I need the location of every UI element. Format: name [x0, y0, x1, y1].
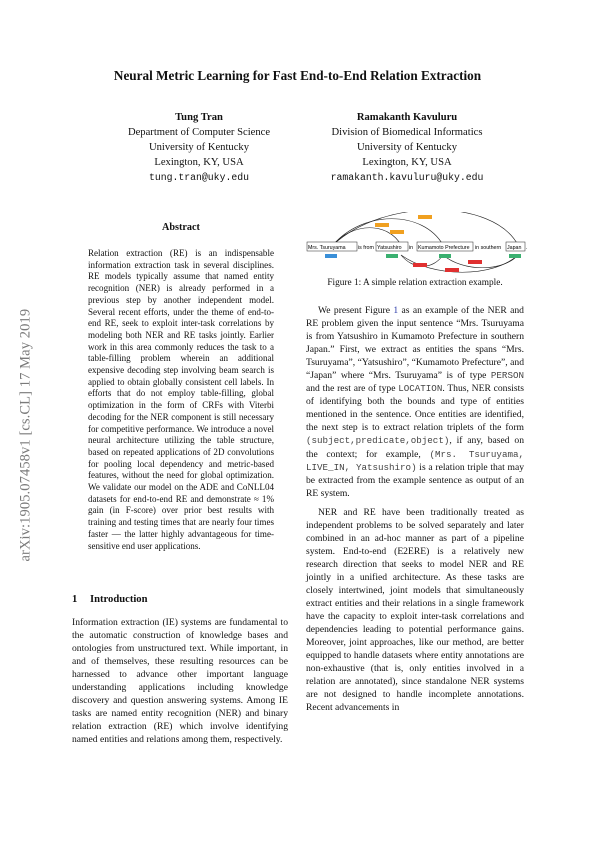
entity-type: PERSON: [490, 370, 524, 382]
arxiv-stamp: arXiv:1905.07458v1 [cs.CL] 17 May 2019: [17, 308, 34, 562]
paragraph: NER and RE have been traditionally treated as independent problems to be solved separately and later combined in an ad-hoc manner as part of a pipeline system. End-to-end (E2ERE) is a relatively new research direction that seeks to model NER and RE jointly in a unified architecture. As these tasks are closely intertwined, joint models that simultaneously extract entities and their relations in a single framework have the capacity to exploit inter-task correlations and dependencies leading to potential performance gains. Moreover, joint approaches, like our method, are better equipped to handle datasets where entity annotations are non-exhaustive (that is, only entities involved in a relation are annotated), since standalone NER systems are not designed to handle incomplete annotations. Recent advancements in: [306, 506, 524, 714]
figure-token: in: [409, 245, 414, 251]
author-name: Ramakanth Kavuluru: [356, 112, 458, 123]
author-block-2: [297, 110, 517, 185]
relation-extraction-figure: [303, 212, 529, 274]
right-column: [306, 304, 524, 714]
figure-token: is from: [358, 245, 374, 251]
abstract-body: [88, 248, 274, 552]
author-name: Tung Tran: [175, 112, 223, 123]
author-email[interactable]: tung.tran@uky.edu: [149, 172, 249, 183]
entity-type: LOCATION: [398, 383, 443, 395]
author-affiliation: Department of Computer Science: [127, 127, 271, 138]
relation-label: [390, 230, 404, 234]
text-run: is a relation triple that may be extracted from the example sentence as output of an RE system.: [306, 461, 524, 499]
abstract-text: Relation extraction (RE) is an indispensable information extraction task in several disciplines. RE models typically assume that named entity recognition (NER) is already performed in a previous step by another independent model. Several recent efforts, under the theme of end-to-end RE, seek to exploit inter-task correlations by modeling both NER and RE tasks jointly. Earlier work in this area commonly reduces the task to a table-filling problem wherein an additional expensive decoding step involving beam search is applied to obtain globally consistent cell labels. In efforts that do not employ table-filling, global optimization in the form of CRFs with Viterbi decoding for the NER component is still necessary for competitive performance. We introduce a novel neural architecture utilizing the table structure, based on repeated applications of 2D convolutions for pooling local dependency and metric-based features, without the need for global optimization. We validate our model on the ADE and CoNLL04 datasets for end-to-end RE and demonstrate ≈ 1% gain (in F-score) over prior best results with training and testing times that are nearly four times faster — the latter highly advantageous for time-sensitive end user applications.: [88, 248, 274, 551]
text-run: We present Figure: [318, 305, 394, 316]
author-location: Lexington, KY, USA: [154, 157, 244, 168]
relation-arc: [333, 219, 443, 245]
triplet-form: (subject,predicate,object): [306, 435, 450, 447]
author-university: University of Kentucky: [148, 142, 250, 153]
text-run: . Thus, NER consists of identifying both the bounds and type of entities mentioned in the sentence. Once entities are identified, the next step is to extract relation triplets of the form: [306, 383, 524, 434]
figure-ref-link[interactable]: 1: [393, 305, 399, 316]
author-location: Lexington, KY, USA: [362, 157, 452, 168]
paragraph: Information extraction (IE) systems are fundamental to the automatic construction of knowledge bases and ontologies from unstructured text. While important, in and of themselves, these resulting resources can be harnessed to advance other important language understanding applications including knowledge discovery and question answering systems. Among IE tasks are named entity recognition (NER) and binary relation extraction (RE) which involve identifying named entities and relations among them, respectively.: [72, 617, 288, 746]
section-title: Introduction: [90, 594, 148, 605]
text-run: as an example of the NER and RE problem given the input sentence “Mrs. Tsuruyama is from Yatsushiro in Kumamoto Prefecture in southern Japan.” First, we extract as entities the spans “Mrs. Tsuruyama”, “Yatsushiro”, “Kumamoto Prefecture”, and “Japan” where “Mrs. Tsuruyama” is of type: [306, 305, 524, 382]
paragraph: [306, 304, 524, 500]
figure-token: .: [526, 245, 528, 251]
relation-label: [418, 215, 432, 219]
entity-type-tag: [509, 254, 521, 258]
entity-type-tag: [439, 254, 451, 258]
entity-type-tag: [325, 254, 337, 258]
author-university: University of Kentucky: [356, 142, 458, 153]
section-heading: [72, 594, 148, 605]
text-run: , if any, based on the context; for example,: [306, 435, 524, 460]
relation-label: [413, 263, 427, 267]
paper-title: Neural Metric Learning for Fast End-to-End Relation Extraction: [113, 68, 482, 83]
entity-type-tag: [386, 254, 398, 258]
figure-token: Mrs. Tsuruyama: [308, 245, 346, 251]
author-email[interactable]: ramakanth.kavuluru@uky.edu: [330, 172, 484, 183]
left-column: [72, 616, 288, 746]
author-block-1: [99, 110, 299, 185]
relation-label: [375, 223, 389, 227]
relation-label: [445, 268, 459, 272]
figure-caption: Figure 1: A simple relation extraction example.: [327, 278, 503, 288]
abstract-heading: Abstract: [162, 222, 200, 233]
relation-label: [468, 260, 482, 264]
text-run: and the rest are of type: [306, 383, 399, 395]
figure-token: Yatsushiro: [377, 245, 402, 251]
figure-token: in southern: [475, 245, 502, 251]
figure-token: Kumamoto Prefecture: [418, 245, 470, 251]
figure-token: Japan: [507, 245, 522, 251]
author-affiliation: Division of Biomedical Informatics: [331, 127, 483, 138]
section-number: 1: [72, 594, 78, 605]
triplet-example: (Mrs. Tsuruyama, LIVE_IN, Yatsushiro): [306, 448, 524, 473]
